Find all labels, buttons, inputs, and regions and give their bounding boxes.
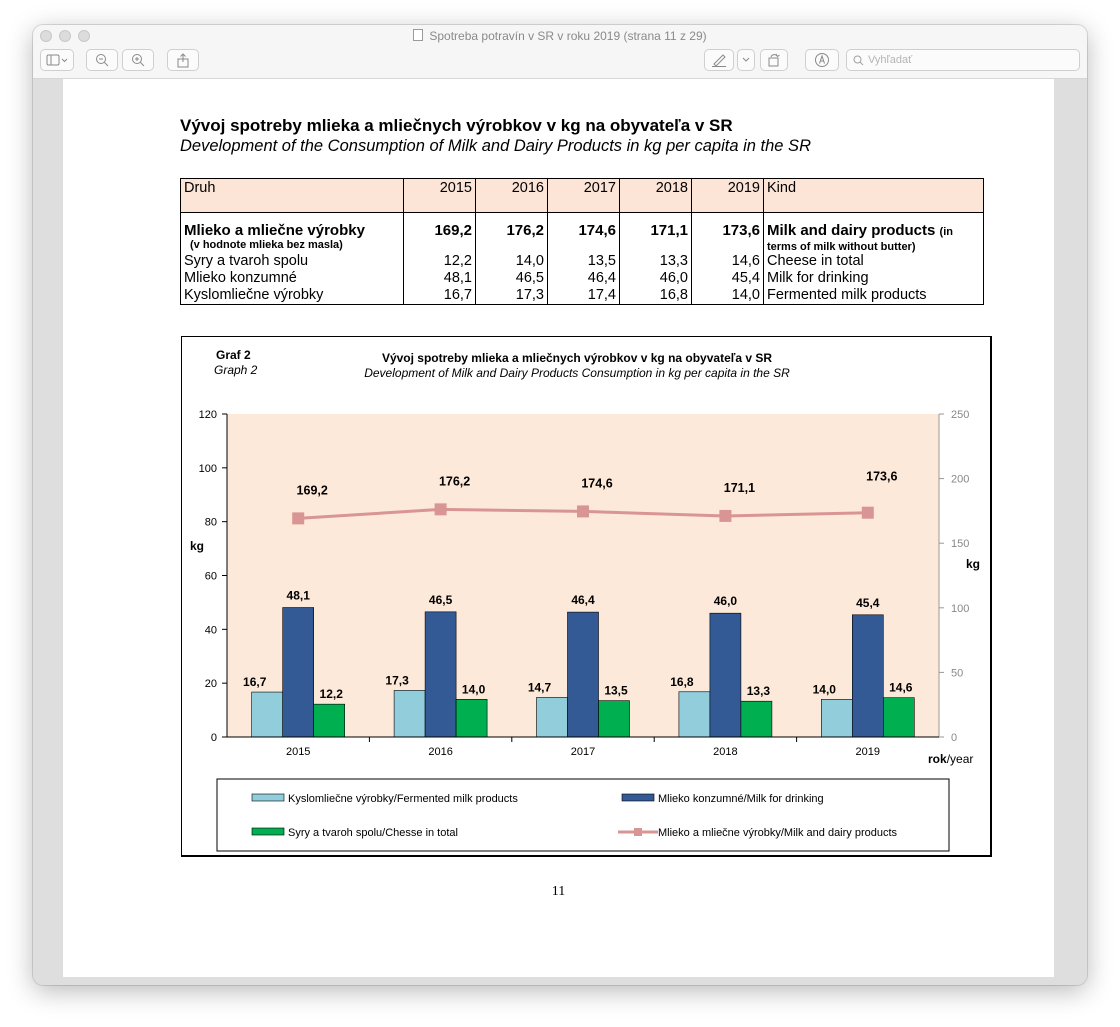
y-axis-left-label: kg [190, 539, 205, 553]
bar-value-label: 14,0 [812, 682, 836, 697]
graph-label-en: Graph 2 [214, 363, 258, 377]
markup-pen-icon [711, 53, 727, 67]
y-right-tick-label: 150 [951, 538, 970, 551]
line-value-label: 174,6 [581, 476, 613, 491]
row-kind: Milk and dairy products [767, 222, 936, 239]
table-cell: 17,4 [548, 287, 620, 305]
row-label: Mlieko konzumné [181, 270, 404, 287]
row-kind-suffix: (in [939, 226, 953, 238]
table-cell: 48,1 [404, 270, 476, 287]
page-title-sk: Vývoj spotreby mlieka a mliečnych výrobkov v kg na obyvateľa v SR [180, 116, 733, 135]
bar [394, 690, 425, 737]
page-number: 11 [551, 884, 566, 899]
bar [283, 608, 314, 737]
y-right-tick-label: 50 [951, 667, 964, 680]
bar [252, 692, 283, 737]
zoom-out-icon [95, 53, 109, 67]
y-right-tick-label: 100 [951, 602, 970, 615]
header-druh: Druh [181, 179, 404, 213]
table-cell: 45,4 [692, 270, 764, 287]
table-cell: 12,2 [404, 253, 476, 270]
bar [568, 612, 599, 737]
y-right-tick-label: 200 [951, 473, 970, 486]
table-cell: 14,0 [476, 253, 548, 270]
y-left-tick-label: 80 [204, 516, 217, 529]
x-tick-label: 2019 [855, 746, 881, 758]
row-kind-sub: terms of milk without butter) [767, 241, 916, 253]
bar-value-label: 48,1 [286, 588, 310, 603]
zoom-out-button[interactable] [86, 49, 118, 71]
row-label: Mlieko a mliečne výrobky [184, 222, 365, 239]
chart-title: Vývoj spotreby mlieka a mliečnych výrobkov v kg na obyvateľa v SR [381, 351, 773, 365]
bar-value-label: 14,6 [889, 680, 913, 695]
share-button[interactable] [167, 49, 199, 71]
title-bar [33, 25, 1087, 79]
x-axis-label-bold: rok [928, 752, 947, 766]
legend-marker [634, 828, 642, 836]
table-cell: 171,1 [620, 222, 692, 253]
bar [456, 699, 487, 737]
x-tick-label: 2018 [713, 746, 738, 758]
bar [425, 612, 456, 737]
table-cell: 16,8 [620, 287, 692, 305]
bar-value-label: 16,8 [670, 674, 694, 689]
bar [537, 697, 568, 737]
legend-label: Mlieko konzumné/Milk for drinking [658, 793, 824, 805]
header-year: 2019 [692, 179, 764, 213]
line-marker [719, 510, 731, 522]
markup-menu-button[interactable] [737, 49, 755, 71]
y-axis-right-label: kg [966, 557, 981, 571]
bar-value-label: 12,2 [319, 687, 343, 702]
table-cell: 176,2 [476, 222, 548, 253]
table-cell: 173,6 [692, 222, 764, 253]
bar-value-label: 17,3 [385, 673, 409, 688]
line-marker [292, 512, 304, 524]
line-marker [577, 505, 589, 517]
row-kind: Fermented milk products [764, 287, 984, 305]
legend-label: Syry a tvaroh spolu/Chesse in total [288, 827, 458, 839]
line-marker [435, 503, 447, 515]
y-left-tick-label: 120 [198, 409, 217, 421]
pdf-page [63, 79, 1054, 977]
markup-button[interactable] [704, 49, 734, 71]
page-title-en: Development of the Consumption of Milk and Dairy Products in kg per capita in the SR [180, 137, 811, 155]
consumption-table [180, 178, 984, 305]
bar [821, 699, 852, 737]
x-axis-label-rest: /year [946, 752, 974, 766]
table-row [181, 253, 984, 270]
table-cell: 46,5 [476, 270, 548, 287]
chart-svg [182, 337, 988, 853]
annotate-button[interactable] [805, 49, 839, 71]
y-right-tick-label: 250 [951, 409, 970, 421]
bar-value-label: 13,5 [604, 683, 628, 698]
bar-value-label: 13,3 [746, 684, 771, 699]
table-row [181, 287, 984, 305]
header-kind: Kind [764, 179, 984, 213]
table-cell: 14,6 [692, 253, 764, 270]
row-kind: Cheese in total [764, 253, 984, 270]
zoom-in-button[interactable] [122, 49, 154, 71]
sidebar-toggle-icon [46, 54, 68, 66]
line-value-label: 171,1 [723, 480, 756, 495]
header-year: 2018 [620, 179, 692, 213]
y-left-tick-label: 0 [210, 732, 217, 744]
y-left-tick-label: 100 [198, 462, 217, 475]
table-cell: 17,3 [476, 287, 548, 305]
row-label: Kyslomliečne výrobky [181, 287, 404, 305]
legend-swatch [622, 794, 654, 801]
preview-window [33, 25, 1087, 985]
table-cell: 46,4 [548, 270, 620, 287]
row-label: Syry a tvaroh spolu [181, 253, 404, 270]
sidebar-toggle-button[interactable] [40, 49, 74, 71]
search-input[interactable] [868, 54, 1068, 66]
table-cell: 13,5 [548, 253, 620, 270]
bar [314, 704, 345, 737]
chart-subtitle: Development of Milk and Dairy Products Consumption in kg per capita in the SR [364, 366, 790, 380]
y-left-tick-label: 40 [204, 624, 217, 637]
share-icon [176, 53, 190, 68]
document-viewport[interactable] [33, 79, 1087, 985]
header-year: 2016 [476, 179, 548, 213]
rotate-icon [766, 53, 782, 67]
bar [599, 701, 630, 737]
line-value-label: 176,2 [438, 474, 471, 489]
x-axis-label [928, 752, 973, 766]
y-left-tick-label: 20 [204, 678, 217, 691]
x-tick-label: 2017 [570, 746, 596, 758]
line-marker [862, 507, 874, 519]
bar-value-label: 14,7 [527, 680, 552, 695]
bar [741, 701, 772, 737]
bar [710, 613, 741, 737]
table-cell: 46,0 [620, 270, 692, 287]
header-year: 2015 [404, 179, 476, 213]
search-field[interactable] [846, 49, 1080, 71]
row-kind: Milk for drinking [764, 270, 984, 287]
legend-label: Mlieko a mliečne výrobky/Milk and dairy products [658, 827, 898, 839]
zoom-in-icon [131, 53, 145, 67]
table-cell: 174,6 [548, 222, 620, 253]
table-cell: 13,3 [620, 253, 692, 270]
search-icon [853, 55, 864, 66]
chevron-down-icon [741, 56, 751, 64]
x-tick-label: 2016 [428, 746, 453, 758]
y-right-tick-label: 0 [951, 732, 958, 744]
legend-box [217, 779, 949, 851]
bar-value-label: 46,0 [713, 594, 738, 609]
table-row [181, 222, 984, 253]
table-cell: 169,2 [404, 222, 476, 253]
window-title: Spotreba potravín v SR v roku 2019 (strana 11 z 29) [33, 29, 1087, 43]
bar [679, 692, 710, 737]
graph-label-sk: Graf 2 [216, 348, 251, 362]
table-cell: 14,0 [692, 287, 764, 305]
bar [852, 615, 883, 737]
rotate-button[interactable] [760, 49, 788, 71]
document-icon [413, 29, 423, 41]
legend-label: Kyslomliečne výrobky/Fermented milk products [288, 793, 518, 805]
bar [883, 698, 914, 737]
bar-value-label: 45,4 [856, 595, 880, 610]
chart-graph-2 [181, 336, 992, 857]
bar-value-label: 16,7 [243, 675, 267, 690]
annotate-icon [814, 52, 830, 68]
table-cell: 16,7 [404, 287, 476, 305]
row-sublabel: (v hodnote mlieka bez masla) [190, 239, 343, 251]
legend-swatch [252, 794, 284, 801]
table-header-row [181, 179, 984, 213]
header-year: 2017 [548, 179, 620, 213]
y-left-tick-label: 60 [204, 570, 217, 583]
line-value-label: 169,2 [296, 483, 328, 498]
bar-value-label: 14,0 [461, 682, 486, 697]
line-value-label: 173,6 [866, 469, 898, 484]
legend-swatch [252, 828, 284, 835]
x-tick-label: 2015 [285, 746, 311, 758]
bar-value-label: 46,5 [428, 592, 453, 607]
table-row [181, 270, 984, 287]
bar-value-label: 46,4 [571, 593, 595, 608]
